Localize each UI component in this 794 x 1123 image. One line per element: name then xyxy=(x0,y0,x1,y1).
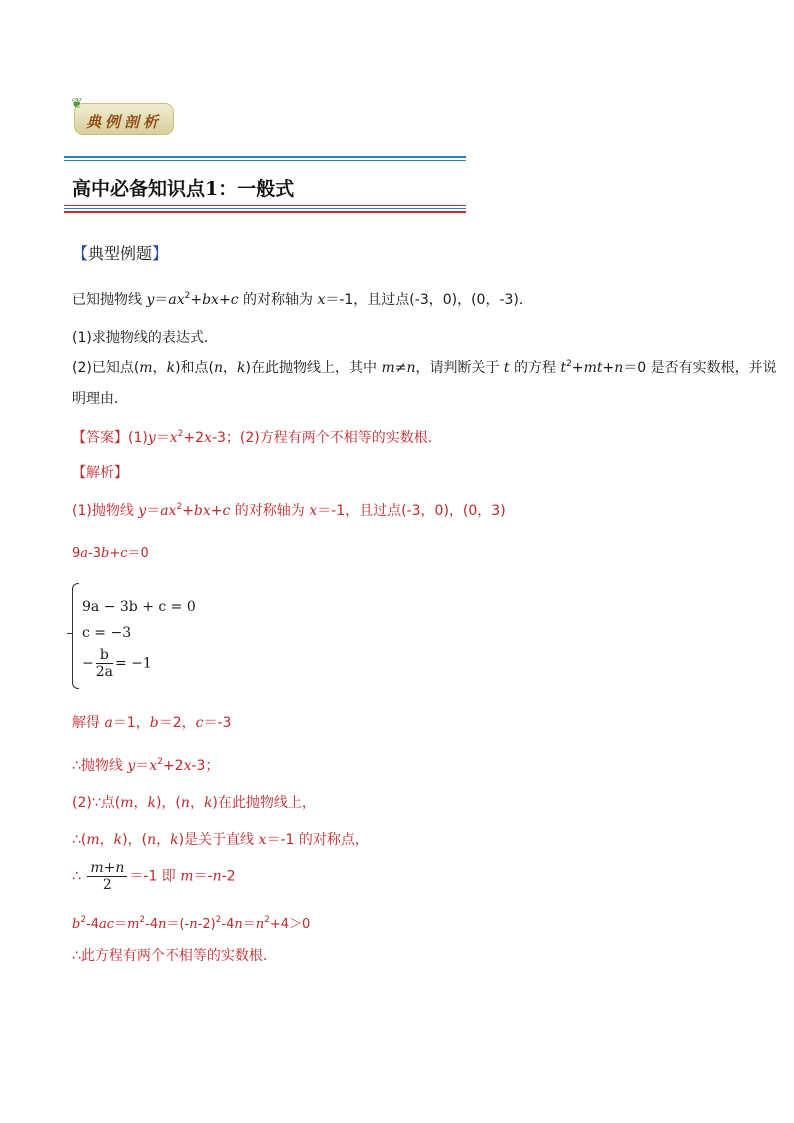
system-equation-1: 9a − 3b + c = 0 xyxy=(82,599,196,615)
solution-line-2: 9a-3b+c＝0 xyxy=(72,546,149,561)
title-rule-bottom xyxy=(64,205,466,215)
solution-line-9: ∴此方程有两个不相等的实数根. xyxy=(72,948,268,964)
solution-line-6: ∴(m，k)，(n，k)是关于直线 x＝-1 的对称点， xyxy=(72,832,369,848)
answer-label: 【答案】 xyxy=(72,430,128,446)
section-badge xyxy=(71,96,174,135)
question-2: (2)已知点(m，k)和点(n，k)在此抛物线上，其中 m≠n，请判断关于 t 的方程 $t^2+mt+n=0$ 是否有实数根，并说 xyxy=(72,359,777,376)
page-title: 高中必备知识点1：一般式 xyxy=(72,178,295,200)
solution-line-8: $b^2-4ac=m^2-4n=(-n-2)^2-4n=n^2+4>0$ xyxy=(72,915,311,932)
equation-system xyxy=(72,583,232,689)
fraction-b-over-2a: $\frac{b}{2a}$ xyxy=(95,647,113,680)
solution-line-4: ∴抛物线 $y=x^2+2x-3$； xyxy=(72,757,220,774)
leaf-icon: ❦ xyxy=(71,96,83,112)
question-2-continued: 明理由． xyxy=(72,391,128,407)
solution-line-3: 解得 a＝1，b＝2，c＝-3 xyxy=(72,715,232,731)
section-heading-text: 典型例题 xyxy=(88,244,153,263)
title-rule-top xyxy=(64,156,466,163)
answer-line: 【答案】$(1)y=x^2+2x-3$；(2)方程有两个不相等的实数根． xyxy=(72,429,442,446)
analysis-label: 【解析】 xyxy=(72,465,128,481)
badge-label: 典例剖析 xyxy=(86,113,163,131)
system-equation-2: c = −3 xyxy=(82,625,132,641)
question-1: (1)求抛物线的表达式． xyxy=(72,330,218,346)
fraction-m-plus-n-over-2: $\frac{m+n}{2}$ xyxy=(87,860,127,893)
section-heading: 【典型例题】 xyxy=(72,244,169,263)
solution-line-1: (1)抛物线 $y=ax^2+bx+c$ 的对称轴为 x＝-1，且过点(-3，0)，(0，3) xyxy=(72,502,506,519)
solution-line-5: (2)∵点(m，k)，(n，k)在此抛物线上， xyxy=(72,795,316,811)
problem-intro: 已知抛物线 $y=ax^2+bx+c$ 的对称轴为 x＝-1，且过点(-3，0)，(0，-3)． xyxy=(72,291,533,308)
system-equation-3: − $\frac{b}{2a}$ = −1 xyxy=(82,647,152,680)
system-brace xyxy=(72,583,79,689)
solution-line-7: ∴ $\frac{m+n}{2}$ ＝-1 即 m＝-n-2 xyxy=(72,860,236,893)
